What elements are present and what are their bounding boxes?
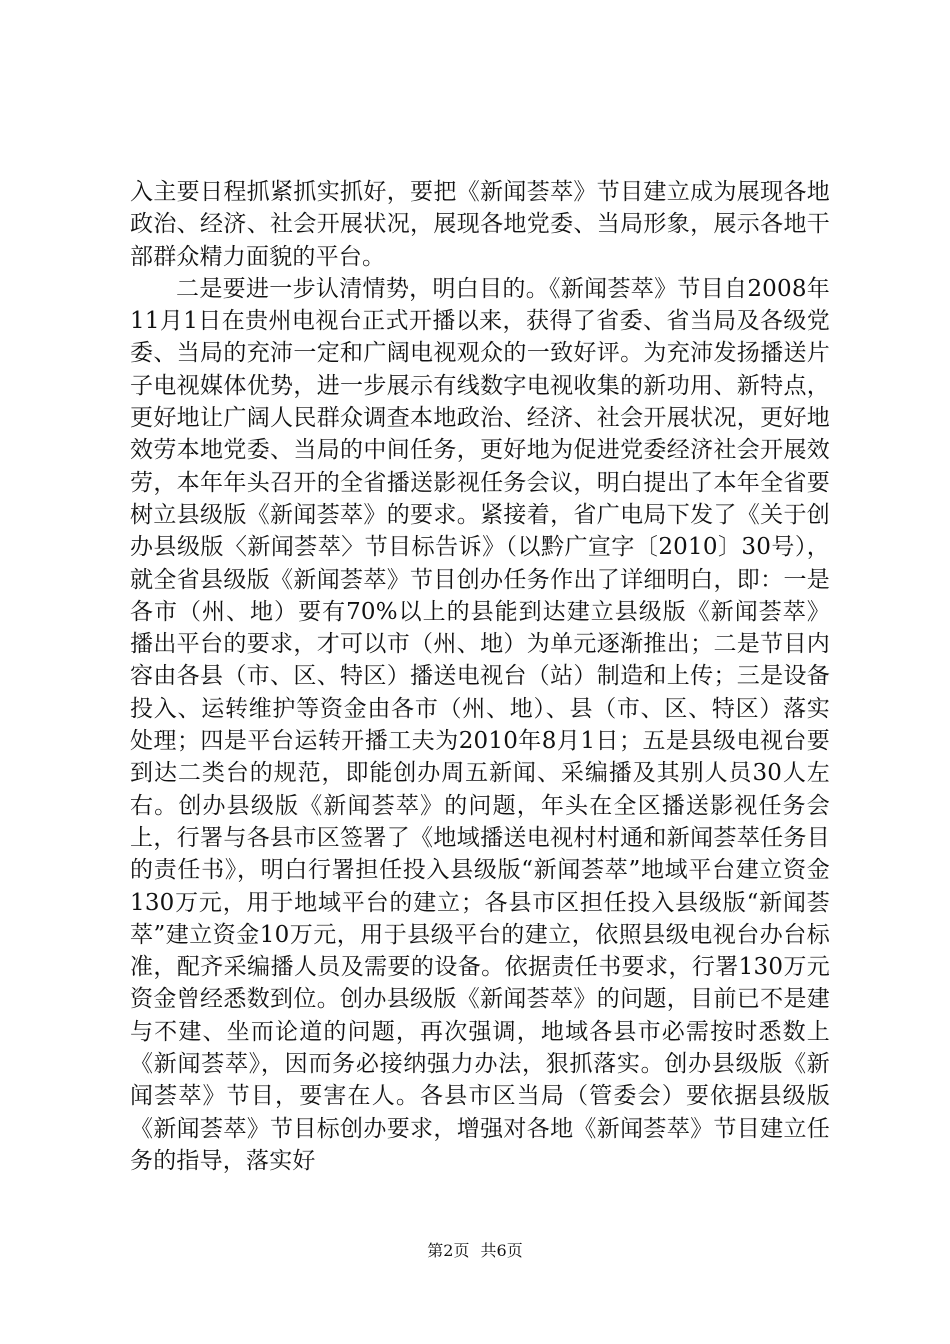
page-total: 共6页 <box>480 1241 523 1260</box>
paragraph-1: 入主要日程抓紧抓实抓好，要把《新闻荟萃》节目建立成为展现各地政治、经济、社会开展状况，展现各地党委、当局形象，展示各地干部群众精力面貌的平台。 <box>130 179 830 270</box>
page-number: 第2页 <box>427 1241 470 1260</box>
page-footer <box>0 1241 950 1261</box>
paragraph-2: 二是要进一步认清情势，明白目的。《新闻荟萃》节目自2008年11月1日在贵州电视台正式开播以来，获得了省委、省当局及各级党委、当局的充沛一定和广阔电视观众的一致好评。为充沛发扬播送片子电视媒体优势，进一步展示有线数字电视收集的新功用、新特点，更好地让广阔人民群众调查本地政治、经济、社会开展状况，更好地效劳本地党委、当局的中间任务，更好地为促进党委经济社会开展效劳，本年年头召开的全省播送影视任务会议，明白提出了本年全省要树立县级版《新闻荟萃》的要求。紧接着，省广电局下发了《关于创办县级版〈新闻荟萃〉节目标告诉》（以黔广宣字〔2010〕30号），就全省县级版《新闻荟萃》节目创办任务作出了详细明白，即：一是各市（州、地）要有70%以上的县能到达建立县级版《新闻荟萃》播出平台的要求，才可以市（州、地）为单元逐渐推出；二是节目内容由各县（市、区、特区）播送电视台（站）制造和上传；三是设备投入、运转维护等资金由各市（州、地）、县（市、区、特区）落实处理；四是平台运转开播工夫为2010年8月1日；五是县级电视台要到达二类台的规范，即能创办周五新闻、采编播及其别人员30人左右。创办县级版《新闻荟萃》的问题，年头在全区播送影视任务会上，行署与各县市区签署了《地域播送电视村村通和新闻荟萃任务目的责任书》，明白行署担任投入县级版“新闻荟萃”地域平台建立资金130万元，用于地域平台的建立；各县市区担任投入县级版“新闻荟萃”建立资金10万元，用于县级平台的建立，依照县级电视台办台标准，配齐采编播人员及需要的设备。依据责任书要求，行署130万元资金曾经悉数到位。创办县级版《新闻荟萃》的问题，目前已不是建与不建、坐而论道的问题，再次强调，地域各县市必需按时悉数上《新闻荟萃》，因而务必接纳强力办法，狠抓落实。创办县级版《新闻荟萃》节目，要害在人。各县市区当局（管委会）要依据县级版《新闻荟萃》节目标创办要求，增强对各地《新闻荟萃》节目建立任务的指导，落实好 <box>130 275 830 1174</box>
document-body <box>130 176 830 1177</box>
